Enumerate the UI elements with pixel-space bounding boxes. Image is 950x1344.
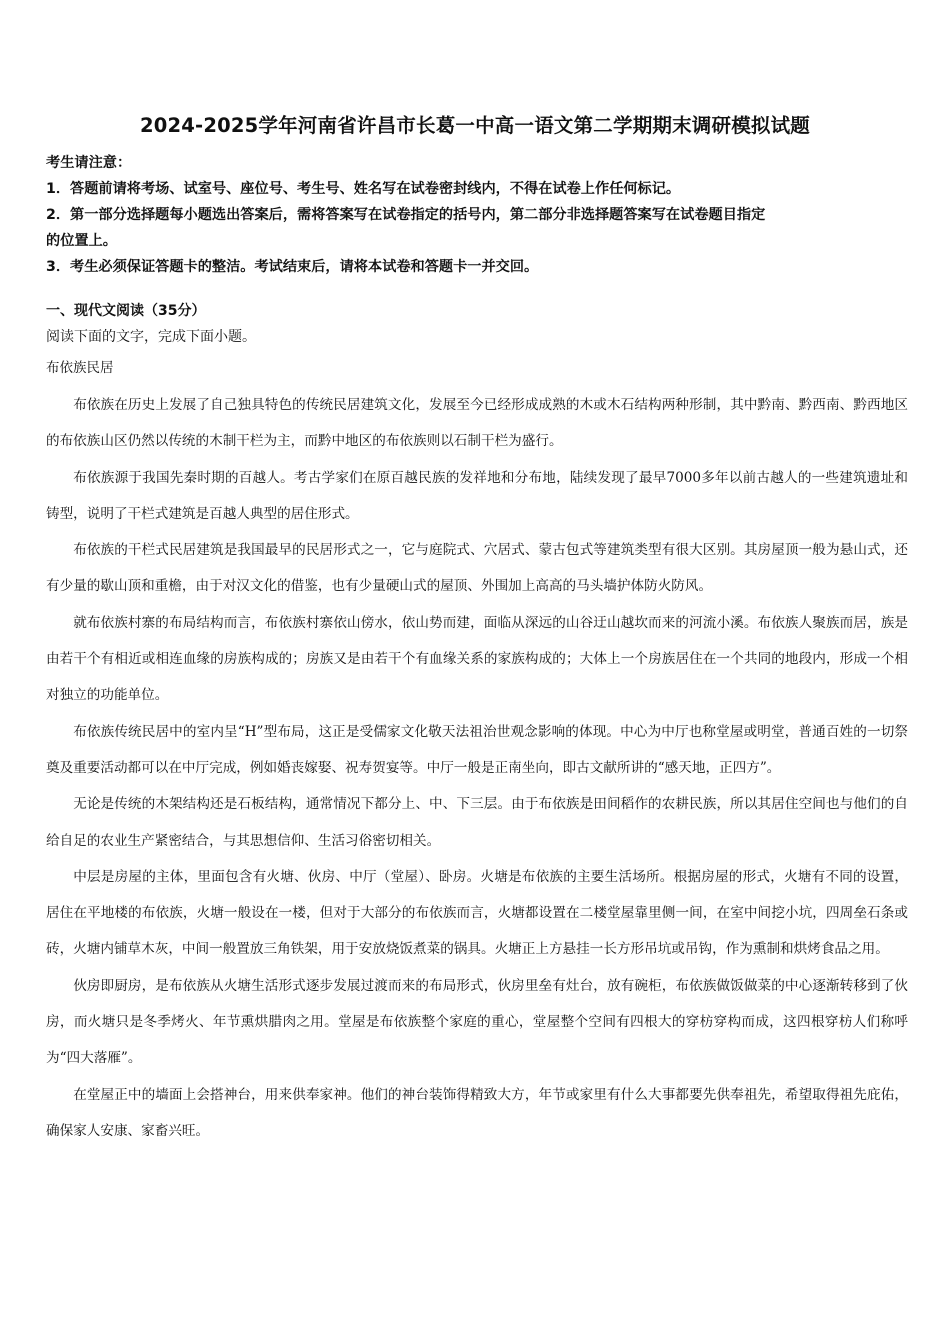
notice-item-2: 2．第一部分选择题每小题选出答案后，需将答案写在试卷指定的括号内，第二部分非选择题答案写在试卷题目指定 [46,207,766,223]
article-paragraph: 布依族的干栏式民居建筑是我国最早的民居形式之一，它与庭院式、穴居式、蒙古包式等建筑类型有很大区别。其房屋顶一般为悬山式，还有少量的歇山顶和重檐，由于对汉文化的借鉴，也有少量硬山式的屋顶、外围加上高高的马头墙护体防火防风。 [46,542,908,595]
article-title: 布依族民居 [46,360,114,376]
article-paragraph: 就布依族村寨的布局结构而言，布依族村寨依山傍水，依山势而建，面临从深远的山谷迂山越坎而来的河流小溪。布依族人聚族而居，族是由若干个有相近或相连血缘的房族构成的；房族又是由若干个有血缘关系的家族构成的；大体上一个房族居住在一个共同的地段内，形成一个相对独立的功能单位。 [46,614,908,704]
exam-title: 2024-2025学年河南省许昌市长葛一中高一语文第二学期期末调研模拟试题 [139,114,811,137]
notice-heading: 考生请注意： [46,155,132,171]
article-paragraph: 伙房即厨房，是布依族从火塘生活形式逐步发展过渡而来的布局形式，伙房里垒有灶台，放有碗柜，布依族做饭做菜的中心逐渐转移到了伙房，而火塘只是冬季烤火、年节熏烘腊肉之用。堂屋是布依族整个家庭的重心，堂屋整个空间有四根大的穿枋穿构而成，这四根穿枋人们称呼为“四大落雁”。 [46,977,908,1067]
notice-item-1: 1．答题前请将考场、试室号、座位号、考生号、姓名写在试卷密封线内，不得在试卷上作任何标记。 [46,181,681,197]
exam-notice [46,150,904,280]
article-paragraph: 布依族在历史上发展了自己独具特色的传统民居建筑文化，发展至今已经形成成熟的木或木石结构两种形制，其中黔南、黔西南、黔西地区的布依族山区仍然以传统的木制干栏为主，而黔中地区的布依族则以石制干栏为盛行。 [46,397,908,450]
section-title: 一、现代文阅读（35分） [46,303,206,319]
notice-item-2-continued: 的位置上。 [46,233,117,249]
article-paragraph: 在堂屋正中的墙面上会搭神台，用来供奉家神。他们的神台装饰得精致大方，年节或家里有什么大事都要先供奉祖先，希望取得祖先庇佑，确保家人安康、家畜兴旺。 [46,1086,908,1139]
article-paragraph: 无论是传统的木架结构还是石板结构，通常情况下都分上、中、下三层。由于布依族是田间稻作的农耕民族，所以其居住空间也与他们的自给自足的农业生产紧密结合，与其思想信仰、生活习俗密切相关。 [46,796,908,849]
article-body [46,387,908,1149]
article-paragraph: 布依族传统民居中的室内呈“H”型布局，这正是受儒家文化敬天法祖治世观念影响的体现。中心为中厅也称堂屋或明堂，普通百姓的一切祭奠及重要活动都可以在中厅完成，例如婚丧嫁娶、祝寿贺宴等。中厅一般是正南坐向，即古文献所讲的“感天地，正四方”。 [46,723,908,776]
notice-item-3: 3．考生必须保证答题卡的整洁。考试结束后，请将本试卷和答题卡一并交回。 [46,259,539,275]
article-paragraph: 布依族源于我国先秦时期的百越人。考古学家们在原百越民族的发祥地和分布地，陆续发现了最早7000多年以前古越人的一些建筑遗址和铸型，说明了干栏式建筑是百越人典型的居住形式。 [46,469,908,522]
reading-instruction: 阅读下面的文字，完成下面小题。 [46,329,256,345]
article-paragraph: 中层是房屋的主体，里面包含有火塘、伙房、中厅（堂屋）、卧房。火塘是布依族的主要生活场所。根据房屋的形式，火塘有不同的设置，居住在平地楼的布依族，火塘一般设在一楼，但对于大部分的布依族而言，火塘都设置在二楼堂屋靠里侧一间，在室中间挖小坑，四周垒石条或砖，火塘内铺草木灰，中间一般置放三角铁架，用于安放烧饭煮菜的锅具。火塘正上方悬挂一长方形吊坑或吊钩，作为熏制和烘烤食品之用。 [46,868,908,958]
